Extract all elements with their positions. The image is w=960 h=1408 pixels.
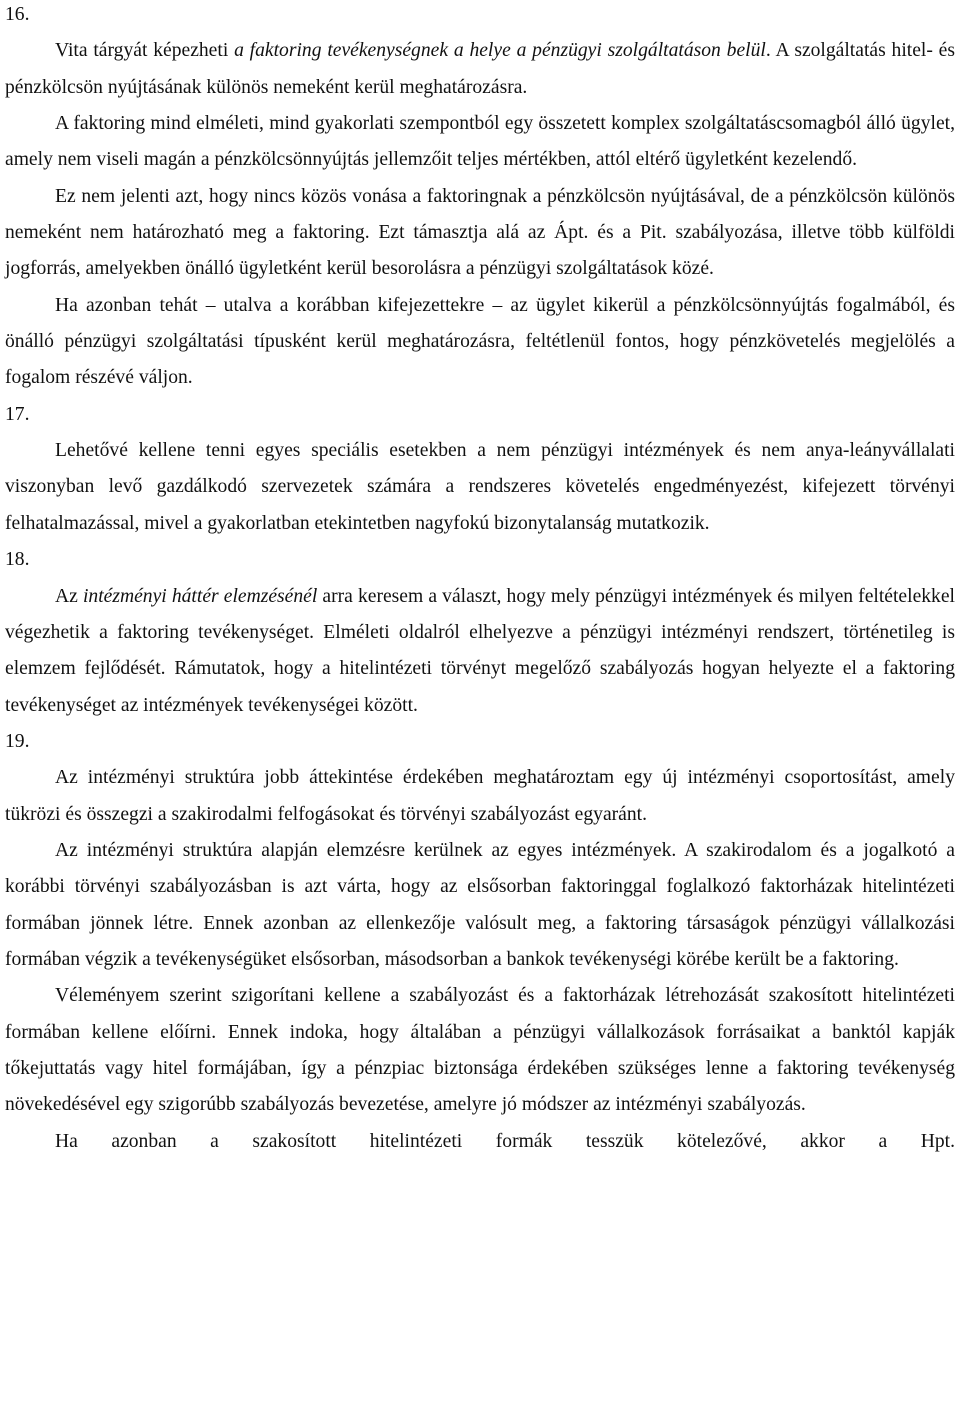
paragraph [5, 179, 955, 288]
text-run: . A szolgáltatás hitel- és pénzkölcsön nyújtásának különös nemeként kerül meghatározásra. [5, 40, 955, 98]
text-run: Ez nem jelenti azt, hogy nincs közös vonása a faktoringnak a pénzkölcsön nyújtásával, de a pénzkölcsön különös nemeként nem határozható meg a faktoring. Ezt támasztja alá az Ápt. és a Pit. szabályozása, illetve több külföldi jogforrás, amelyekben önálló ügyletként kerül besorolásra a pénzügyi szolgáltatások közé. [5, 185, 955, 280]
paragraph [5, 978, 955, 1123]
text-run: Véleményem szerint szigorítani kellene a szabályozást és a faktorházak létrehozását szakosított hitelintézeti formában kellene előírni. Ennek indoka, hogy általában a pénzügyi vállalkozások forrásaikat a banktól kapják tőkejuttatás vagy hitel formájában, így a pénzpiac biztonsága érdekében szükséges lenne a faktoring tevékenység növekedésével egy szigorúbb szabályozás bevezetése, amelyre jó módszer az intézményi szabályozás. [5, 985, 955, 1116]
text-run: arra keresem a választ, hogy mely pénzügyi intézmények és milyen feltételekkel végezhetik a faktoring tevékenységet. Elméleti oldalról elhelyezve a pénzügyi intézményi rendszert, történetileg is elemzem fejlődését. Rámutatok, hogy a hitelintézeti törvényt megelőző szabályozás hogyan helyezte el a faktoring tevékenységet az intézmények tevékenységei között. [5, 585, 955, 716]
text-run: Ha azonban tehát – utalva a korábban kifejezettekre – az ügylet kikerül a pénzkölcsönnyújtás fogalmából, és önálló pénzügyi szolgáltatási típusként kerül meghatározásra, feltétlenül fontos, hogy pénzkövetelés megjelölés a fogalom részévé váljon. [5, 294, 955, 389]
paragraph [5, 833, 955, 978]
paragraph [5, 1124, 955, 1160]
text-run: A faktoring mind elméleti, mind gyakorlati szempontból egy összetett komplex szolgáltatáscsomagból álló ügylet, amely nem viseli magán a pénzkölcsönnyújtás jellemzőit teljes mértékben, attól eltérő ügyletként kezelendő. [5, 113, 955, 171]
text-run: Az intézményi struktúra jobb áttekintése érdekében meghatároztam egy új intézményi csoportosítást, amely tükrözi és összegzi a szakirodalmi felfogásokat és törvényi szabályozást egyaránt. [5, 767, 955, 825]
paragraph [5, 33, 955, 106]
paragraph [5, 288, 955, 397]
paragraph [5, 433, 955, 542]
document-page [5, 0, 955, 1160]
section-number: 17. [5, 403, 30, 425]
section-number: 18. [5, 549, 30, 571]
section-number: 19. [5, 730, 30, 752]
paragraph [5, 579, 955, 724]
text-run: Az [55, 585, 83, 607]
text-run: Ha azonban a szakosított hitelintézeti formák tesszük kötelezővé, akkor a Hpt. [55, 1130, 955, 1152]
section-number: 16. [5, 4, 30, 25]
text-run: Lehetővé kellene tenni egyes speciális esetekben a nem pénzügyi intézmények és nem anya-leányvállalati viszonyban levő gazdálkodó szervezetek számára a rendszeres követelés engedményezést, kifejezett törvényi felhatalmazással, mivel a gyakorlatban etekintetben nagyfokú bizonytalanság mutatkozik. [5, 440, 955, 534]
paragraph [5, 760, 955, 833]
text-run: Vita tárgyát képezheti [55, 40, 235, 62]
paragraph [5, 106, 955, 179]
italic-text: intézményi háttér elemzésénél [82, 585, 318, 607]
italic-text: a faktoring tevékenységnek a helye a pénzügyi szolgáltatáson belül [234, 40, 766, 62]
text-run: Az intézményi struktúra alapján elemzésre kerülnek az egyes intézmények. A szakirodalom és a jogalkotó a korábbi törvényi szabályozásban is azt várta, hogy az elsősorban faktoringgal foglalkozó faktorházak hitelintézeti formában jönnek létre. Ennek azonban az ellenkezője valósult meg, a faktoring társaságok pénzügyi vállalkozási formában végzik a tevékenységüket elsősorban, másodsorban a bankok tevékenységi körébe került be a faktoring. [5, 839, 955, 970]
